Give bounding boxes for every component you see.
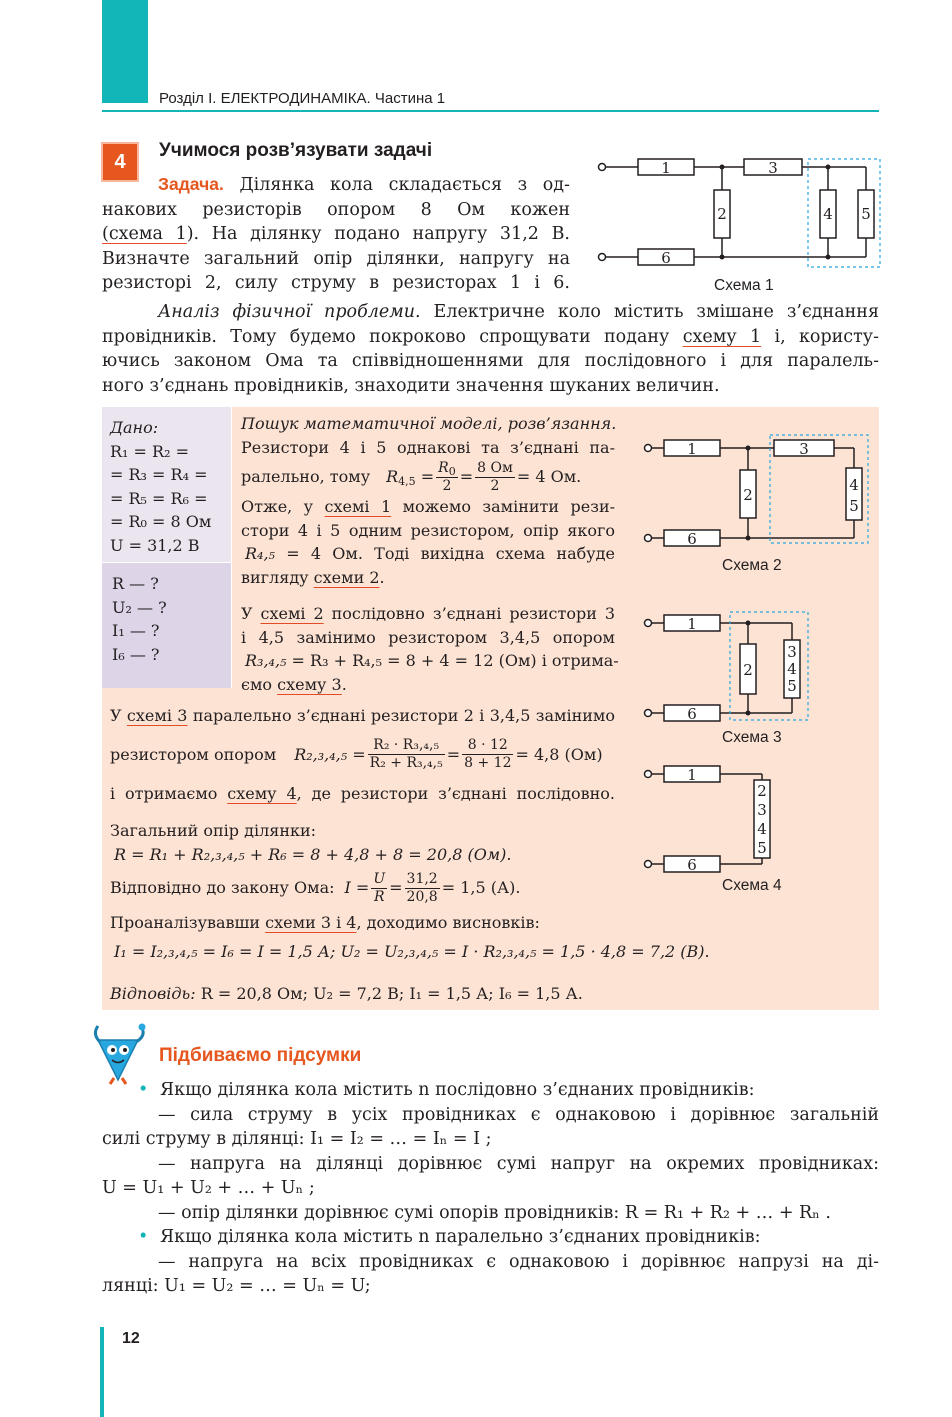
scheme-4-diagram: [640, 760, 780, 875]
footer-accent-bar: [100, 1327, 104, 1417]
section-title: Учимося розв’язувати задачі: [159, 140, 433, 161]
solution-line: .: [379, 567, 385, 587]
task-paragraph: [102, 172, 570, 296]
scheme-4-caption: Схема 4: [722, 877, 782, 894]
solution-step-3: [110, 704, 615, 805]
resistor-6-label: 6: [687, 705, 697, 723]
resistor-2-label: 2: [757, 782, 767, 800]
solution-line: паралельно з’єднані резистори 2 і 3,4,5 замінимо: [187, 706, 615, 725]
solution-line: Відповідно до закону Ома:: [110, 878, 335, 898]
resistor-4-label: 4: [823, 205, 833, 223]
analysis-line: ного з’єднань провідників, знаходити значення шуканих величин.: [102, 375, 720, 396]
resistor-2-label: 2: [743, 486, 753, 504]
solution-line: і 4,5 замінимо резистором 3,4,5 опором: [241, 627, 615, 647]
bullet-icon: •: [138, 1080, 149, 1100]
solution-line: Отже, у: [241, 497, 325, 516]
bullet-text: Якщо ділянка кола містить n послідовно з’єднаних провідників:: [160, 1080, 755, 1100]
formula-r45: ралельно, тому $R_{4,5}$ = $\frac{R_0}{2}$ = $\frac{8 Ом}{2}$ = 4 Ом.: [241, 459, 582, 494]
fraction-num: R: [438, 459, 449, 476]
formula-symbol: I =: [344, 878, 370, 898]
answer-values: R = 20,8 Ом; U₂ = 7,2 В; I₁ = 1,5 А; I₆ = 1,5 А.: [195, 984, 583, 1003]
task-line: Визначте загальний опір ділянки, напругу на: [102, 248, 570, 269]
solution-step-1: [241, 412, 615, 589]
formula-result: = 1,5 (А).: [441, 878, 521, 898]
summary-body: [102, 1078, 879, 1299]
formula-r2345: резистором опором R₂,₃,₄,₅ = $\frac{\text{R₂ · R₃,₄,₅}}{\text{R₂ + R₃,₄,₅}}$ = $\frac{8 \cdot 12}{8 + 12}$ = 4,8 (Ом): [110, 737, 603, 771]
summary-line: — сила струму в усіх провідниках є однаковою і дорівнює загальній: [158, 1104, 879, 1125]
resistor-1-label: 1: [687, 615, 697, 633]
task-line: накових резисторів опором 8 Ом кожен: [102, 199, 570, 220]
summary-line: лянці: U₁ = U₂ = … = Uₙ = U;: [102, 1276, 371, 1296]
fraction-num: 8 Ом: [477, 459, 513, 476]
solution-step-4: [110, 819, 730, 866]
solution-line: можемо замінити рези-: [391, 497, 616, 516]
bullet-icon: •: [138, 1227, 149, 1247]
fraction: [371, 871, 387, 906]
scheme-2-link[interactable]: схеми 2: [313, 567, 380, 587]
scheme-2-diagram: [640, 432, 880, 552]
solution-line: = 4 Ом. Тоді вихідна схема набуде: [274, 544, 615, 563]
resistor-4-label: 4: [757, 820, 767, 838]
scheme-1-link[interactable]: схему 1: [682, 326, 762, 347]
formula-symbol: R₂,₃,₄,₅ =: [294, 744, 366, 764]
given-line: = R₀ = 8 Ом: [110, 512, 212, 531]
header-rule: [102, 110, 879, 112]
solution-heading: Пошук математичної моделі, розв’язання.: [241, 414, 617, 433]
result-formulas: [114, 940, 710, 964]
fraction-den: 2: [442, 477, 452, 494]
resistor-5-label: 5: [757, 839, 767, 857]
solution-line: стори 4 і 5 одним резистором, опір якого: [241, 520, 615, 540]
find-item: I₆ — ?: [112, 644, 160, 664]
analysis-line: ючись законом Ома та співвідношеннями для послідовного і для паралель-: [102, 351, 879, 371]
resistor-1-label: 1: [687, 766, 697, 784]
given-line: = R₅ = R₆ =: [110, 488, 208, 508]
scheme-3-caption: Схема 3: [722, 729, 782, 746]
page-number: 12: [122, 1330, 140, 1347]
solution-line: У: [241, 604, 261, 623]
resistor-3-label: 3: [768, 159, 778, 177]
analysis-line: і, користу-: [761, 326, 880, 347]
solution-line: послідовно з’єднані резистори 3: [323, 604, 615, 623]
given-title: Дано:: [110, 418, 159, 437]
formula-symbol: R₃,₄,₅: [245, 651, 287, 670]
summary-line: — опір ділянки дорівнює сумі опорів провідників: R = R₁ + R₂ + … + Rₙ .: [158, 1202, 831, 1223]
mascot-icon: [88, 1022, 152, 1086]
scheme-1-caption: Схема 1: [714, 277, 774, 294]
solution-line: У: [110, 706, 127, 725]
resistor-4-label: 4: [787, 660, 797, 678]
fraction-den: 8 + 12: [464, 755, 512, 771]
resistor-2-label: 2: [743, 661, 753, 679]
summary-line: силі струму в ділянці: I₁ = I₂ = … = Iₙ = I ;: [102, 1129, 492, 1149]
formula-result: = 4 Ом.: [516, 467, 582, 487]
solution-line: Проаналізувавши: [110, 913, 266, 932]
formula-result: = 4,8 (Ом): [515, 744, 603, 764]
analysis-line: провідників. Тому будемо покроково спрощувати подану: [102, 326, 683, 347]
task-line: Ділянка кола складається з од-: [239, 175, 570, 195]
fraction-den: 20,8: [406, 888, 438, 905]
section-number: 4: [114, 151, 126, 173]
solution-line: ємо: [241, 674, 278, 694]
resistor-5-label: 5: [787, 677, 797, 695]
fraction: [368, 737, 445, 772]
resistor-1-label: 1: [687, 440, 697, 458]
fraction: [436, 460, 458, 495]
analysis-paragraph: [102, 300, 879, 398]
given-line: U = 31,2 В: [110, 535, 200, 555]
fraction-num: 8 · 12: [462, 737, 513, 755]
summary-line: U = U₁ + U₂ + … + Uₙ ;: [102, 1178, 315, 1198]
fraction-num: R₂ · R₃,₄,₅: [368, 737, 445, 755]
solution-line: вигляду: [241, 567, 314, 587]
solution-line: = R₃ + R₄,₅ = 8 + 4 = 12 (Ом) і отрима-: [286, 651, 619, 670]
resistor-5-label: 5: [861, 205, 871, 223]
solution-line: .: [341, 674, 347, 694]
scheme-4-link[interactable]: схему 4: [227, 783, 297, 803]
task-line: резисторі 2, силу струму в резисторах 1 і 6.: [102, 273, 570, 293]
resistor-6-label: 6: [687, 856, 697, 874]
find-item: I₁ — ?: [112, 621, 160, 640]
given-block: [110, 416, 230, 557]
answer-label: Відповідь:: [110, 984, 196, 1003]
results-line: I₁ = I₂,₃,₄,₅ = I₆ = I = 1,5 А; U₂ = U₂,₃,₄,₅ = I · R₂,₃,₄,₅ = 1,5 · 4,8 = 7,2 (В).: [114, 942, 710, 961]
answer-line: [110, 982, 583, 1006]
solution-line: Резистори 4 і 5 однакові та з’єднані па-: [241, 437, 615, 457]
scheme-1-diagram: [594, 155, 884, 275]
resistor-5-label: 5: [849, 497, 859, 515]
resistor-4-label: 4: [849, 476, 859, 494]
scheme-3-diagram: [640, 608, 820, 726]
fraction-den: R: [373, 888, 385, 905]
scheme-3-link[interactable]: схемі 3: [126, 706, 188, 725]
bullet-text: Якщо ділянка кола містить n паралельно з’єднаних провідників:: [160, 1227, 761, 1247]
solution-line: і отримаємо: [110, 783, 228, 803]
formula-symbol: R₄,₅: [245, 544, 275, 563]
solution-step-2: [241, 602, 619, 696]
find-item: R — ?: [112, 574, 159, 593]
given-line: R₁ = R₂ =: [110, 441, 189, 461]
summary-line: — напруга на ділянці дорівнює сумі напруг на окремих провідниках:: [158, 1153, 879, 1174]
fraction-sub: 0: [448, 464, 456, 478]
scheme-3-link[interactable]: схему 3: [277, 674, 342, 694]
ohm-law-line: Відповідно до закону Ома: I = $\frac{U}{R}$ = $\frac{31,2}{20,8}$ = 1,5 (А).: [110, 870, 521, 905]
solution-line: ралельно, тому: [241, 467, 371, 487]
summary-line: — напруга на всіх провідниках є однаковою і дорівнює напрузі на ді-: [158, 1251, 879, 1272]
fraction-num: U: [373, 870, 386, 887]
solution-line: Загальний опір ділянки:: [110, 821, 317, 840]
scheme-1-link[interactable]: схемі 1: [324, 497, 392, 516]
analysis-label: Аналіз фізичної проблеми.: [158, 302, 421, 322]
find-block: [112, 572, 230, 666]
summary-bullet-2: [102, 1225, 879, 1250]
solution-line: , доходимо висновків:: [356, 913, 540, 932]
solution-line: резистором опором: [110, 744, 277, 764]
fraction: [462, 737, 513, 772]
fraction: [405, 871, 440, 906]
scheme-2-caption: Схема 2: [722, 557, 782, 574]
analysis-line: Електричне коло містить змішане з’єднання: [420, 302, 879, 322]
fraction-den: 2: [490, 477, 500, 494]
fraction-num: 31,2: [406, 870, 438, 887]
given-line: = R₃ = R₄ =: [110, 465, 208, 484]
formula-subscript: 4,5: [398, 475, 416, 489]
resistor-3-label: 3: [757, 801, 767, 819]
total-resistance-formula: R = R₁ + R₂,₃,₄,₅ + R₆ = 8 + 4,8 + 8 = 20,8 (Ом).: [114, 844, 512, 864]
resistor-1-label: 1: [661, 159, 671, 177]
formula-symbol: R: [386, 467, 399, 487]
task-label: Задача.: [158, 174, 224, 194]
conclusion-line: [110, 911, 540, 935]
summary-bullet-1: [102, 1078, 879, 1103]
fraction-den: R₂ + R₃,₄,₅: [369, 755, 443, 771]
scheme-2-link[interactable]: схемі 2: [260, 604, 324, 623]
find-item: U₂ — ?: [112, 597, 167, 617]
resistor-6-label: 6: [687, 530, 697, 548]
resistor-2-label: 2: [717, 205, 727, 223]
resistor-3-label: 3: [787, 643, 797, 661]
resistor-3-label: 3: [799, 440, 809, 458]
fraction: [475, 460, 515, 495]
scheme-1-link[interactable]: (схема 1: [102, 224, 187, 244]
chapter-header: Розділ І. ЕЛЕКТРОДИНАМІКА. Частина 1: [159, 90, 446, 107]
summary-title: Підбиваємо підсумки: [159, 1045, 362, 1066]
task-line: ). На ділянку подано напругу 31,2 В.: [186, 224, 570, 244]
schemes-3-4-link[interactable]: схеми 3 і 4: [265, 913, 357, 932]
resistor-6-label: 6: [661, 249, 671, 267]
header-accent-bar: [102, 0, 148, 103]
solution-line: , де резистори з’єднані послідовно.: [296, 783, 616, 803]
